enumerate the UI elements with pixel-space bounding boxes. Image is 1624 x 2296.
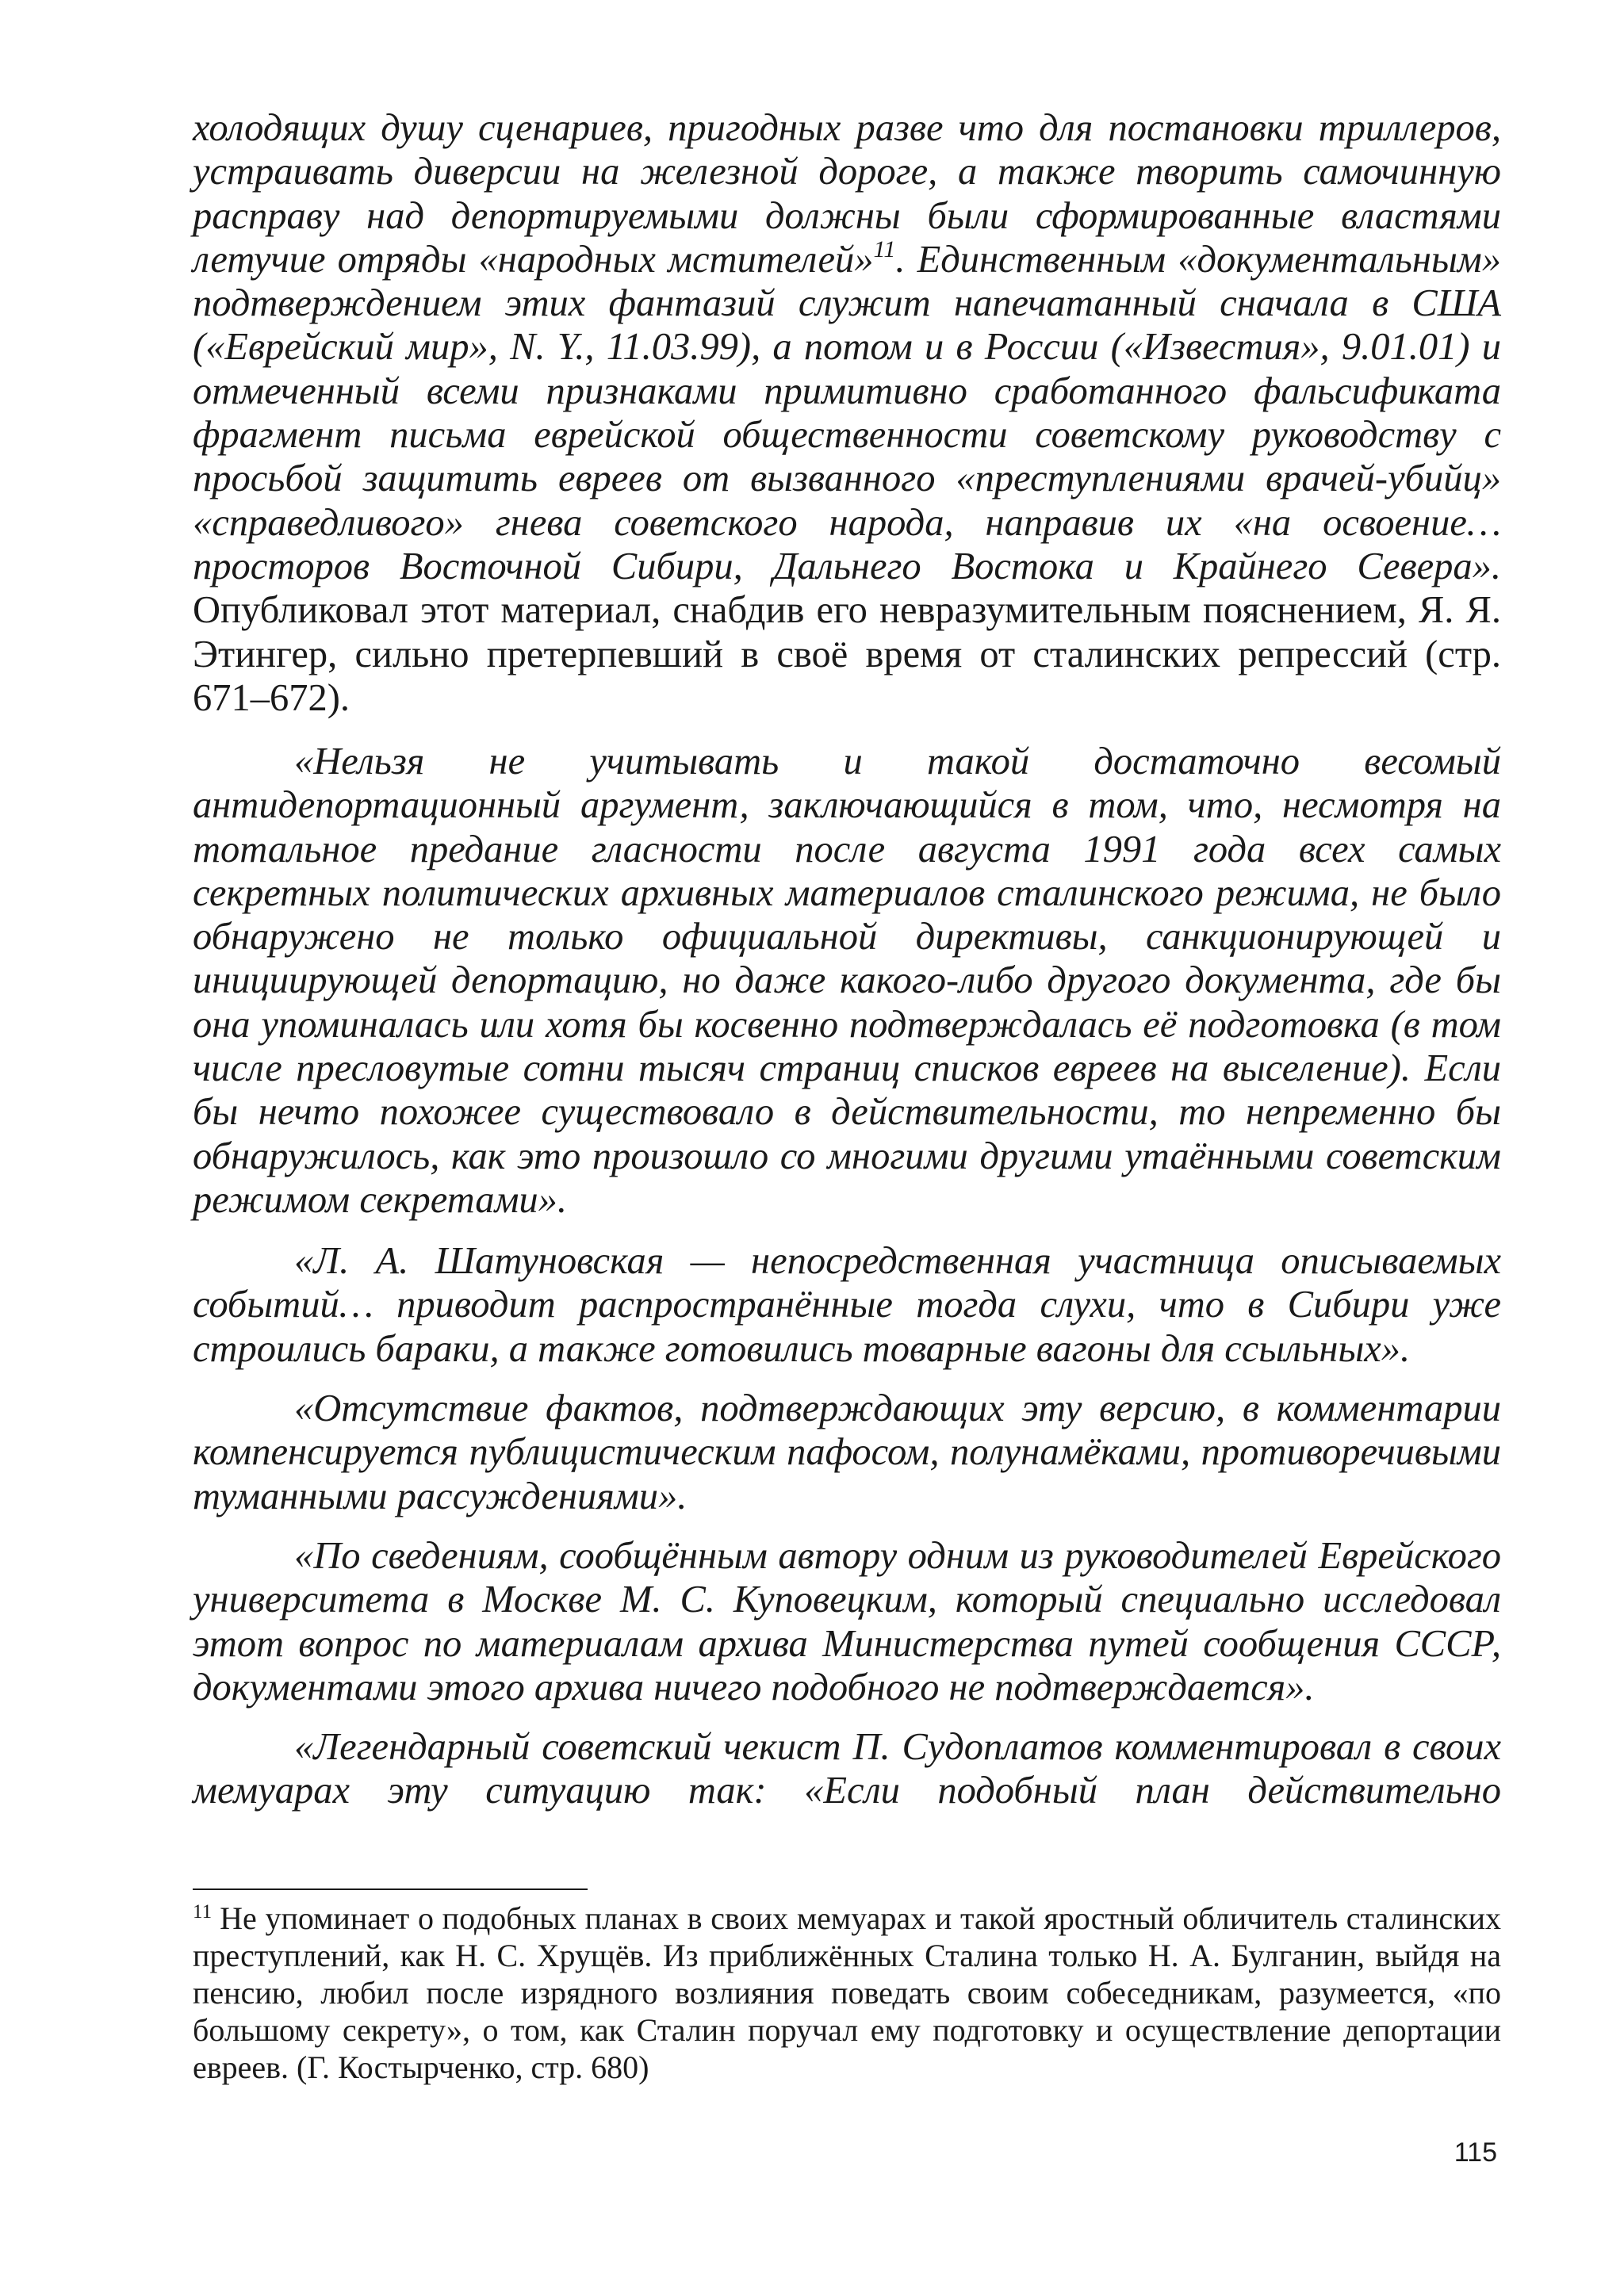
- footnote: [193, 1900, 1501, 2086]
- quote-paragraph: «Отсутствие фактов, подтверждающих эту версию, в комментарии компенсируется публицистическим пафосом, полунамёками, противоречивыми туманными рассуждениями».: [193, 1387, 1501, 1517]
- page-number: 115: [1454, 2137, 1497, 2168]
- italic-quote-end: . Единственным «документальным» подтверждением этих фантазий служит напечатанный сначала в США («Еврейский мир», N. Y., 11.03.99), а потом и в России («Известия», 9.01.01) и отмеченный всеми признаками примитивно сработанного фальсификата фрагмент письма еврейской общественности советскому руководству с просьбой защитить евреев от вызванного «преступлениями врачей-убийц» «справедливого» гнева советского народа, направив их «на освоение… просторов Восточной Сибири, Дальнего Востока и Крайнего Севера».: [193, 238, 1501, 587]
- italic-quote-start: холодящих душу сценариев, пригодных разве что для постановки триллеров, устраивать диверсии на железной дороге, а также творить самочинную расправу над депортируемыми должны были сформированные властями летучие отряды «народных мстителей»: [193, 107, 1501, 281]
- footnote-text: Не упоминает о подобных планах в своих мемуарах и такой яростный обличитель сталинских преступлений, как Н. С. Хрущёв. Из приближённых Сталина только Н. А. Булганин, выйдя на пенсию, любил после изрядного возлияния поведать своим собеседникам, разумеется, «по большому секрету», о том, как Сталин поручал ему подготовку и осуществление депортации евреев. (Г. Костырченко, стр. 680): [193, 1900, 1501, 2085]
- footnote-reference: 11: [873, 235, 896, 262]
- quote-paragraph: «Легендарный советский чекист П. Судоплатов комментировал в своих мемуарах эту ситуацию так: «Если подобный план действительно: [193, 1726, 1501, 1812]
- quote-paragraph: «Л. А. Шатуновская — непосредственная участница описываемых событий… приводит распространённые тогда слухи, что в Сибири уже строились бараки, а также готовились товарные вагоны для ссыльных».: [193, 1240, 1501, 1370]
- paragraph-continuation: [193, 106, 1501, 720]
- quote-paragraph: «По сведениям, сообщённым автору одним из руководителей Еврейского университета в Москве М. С. Куповецким, который специально исследовал этот вопрос по материалам архива Министерства путей сообщения СССР, документами этого архива ничего подобного не подтверждается».: [193, 1535, 1501, 1709]
- footnote-number: 11: [193, 1900, 213, 1923]
- author-commentary: Опубликовал этот материал, снабдив его невразумительным пояснением, Я. Я. Этингер, сильно претерпевший в своё время от сталинских репрессий (стр. 671–672).: [193, 589, 1501, 719]
- footnote-separator: [193, 1888, 588, 1890]
- quote-paragraph: «Нельзя не учитывать и такой достаточно весомый антидепортационный аргумент, заключающийся в том, что, несмотря на тотальное предание гласности после августа 1991 года всех самых секретных политических архивных материалов сталинского режима, не было обнаружено не только официальной директивы, санкционирующей и инициирующей депортацию, но даже какого-либо другого документа, где бы она упоминалась или хотя бы косвенно подтверждалась её подготовка (в том числе пресловутые сотни тысяч страниц списков евреев на выселение). Если бы нечто похожее существовало в действительности, то непременно бы обнаружилось, как это произошло со многими другими утаёнными советским режимом секретами».: [193, 740, 1501, 1221]
